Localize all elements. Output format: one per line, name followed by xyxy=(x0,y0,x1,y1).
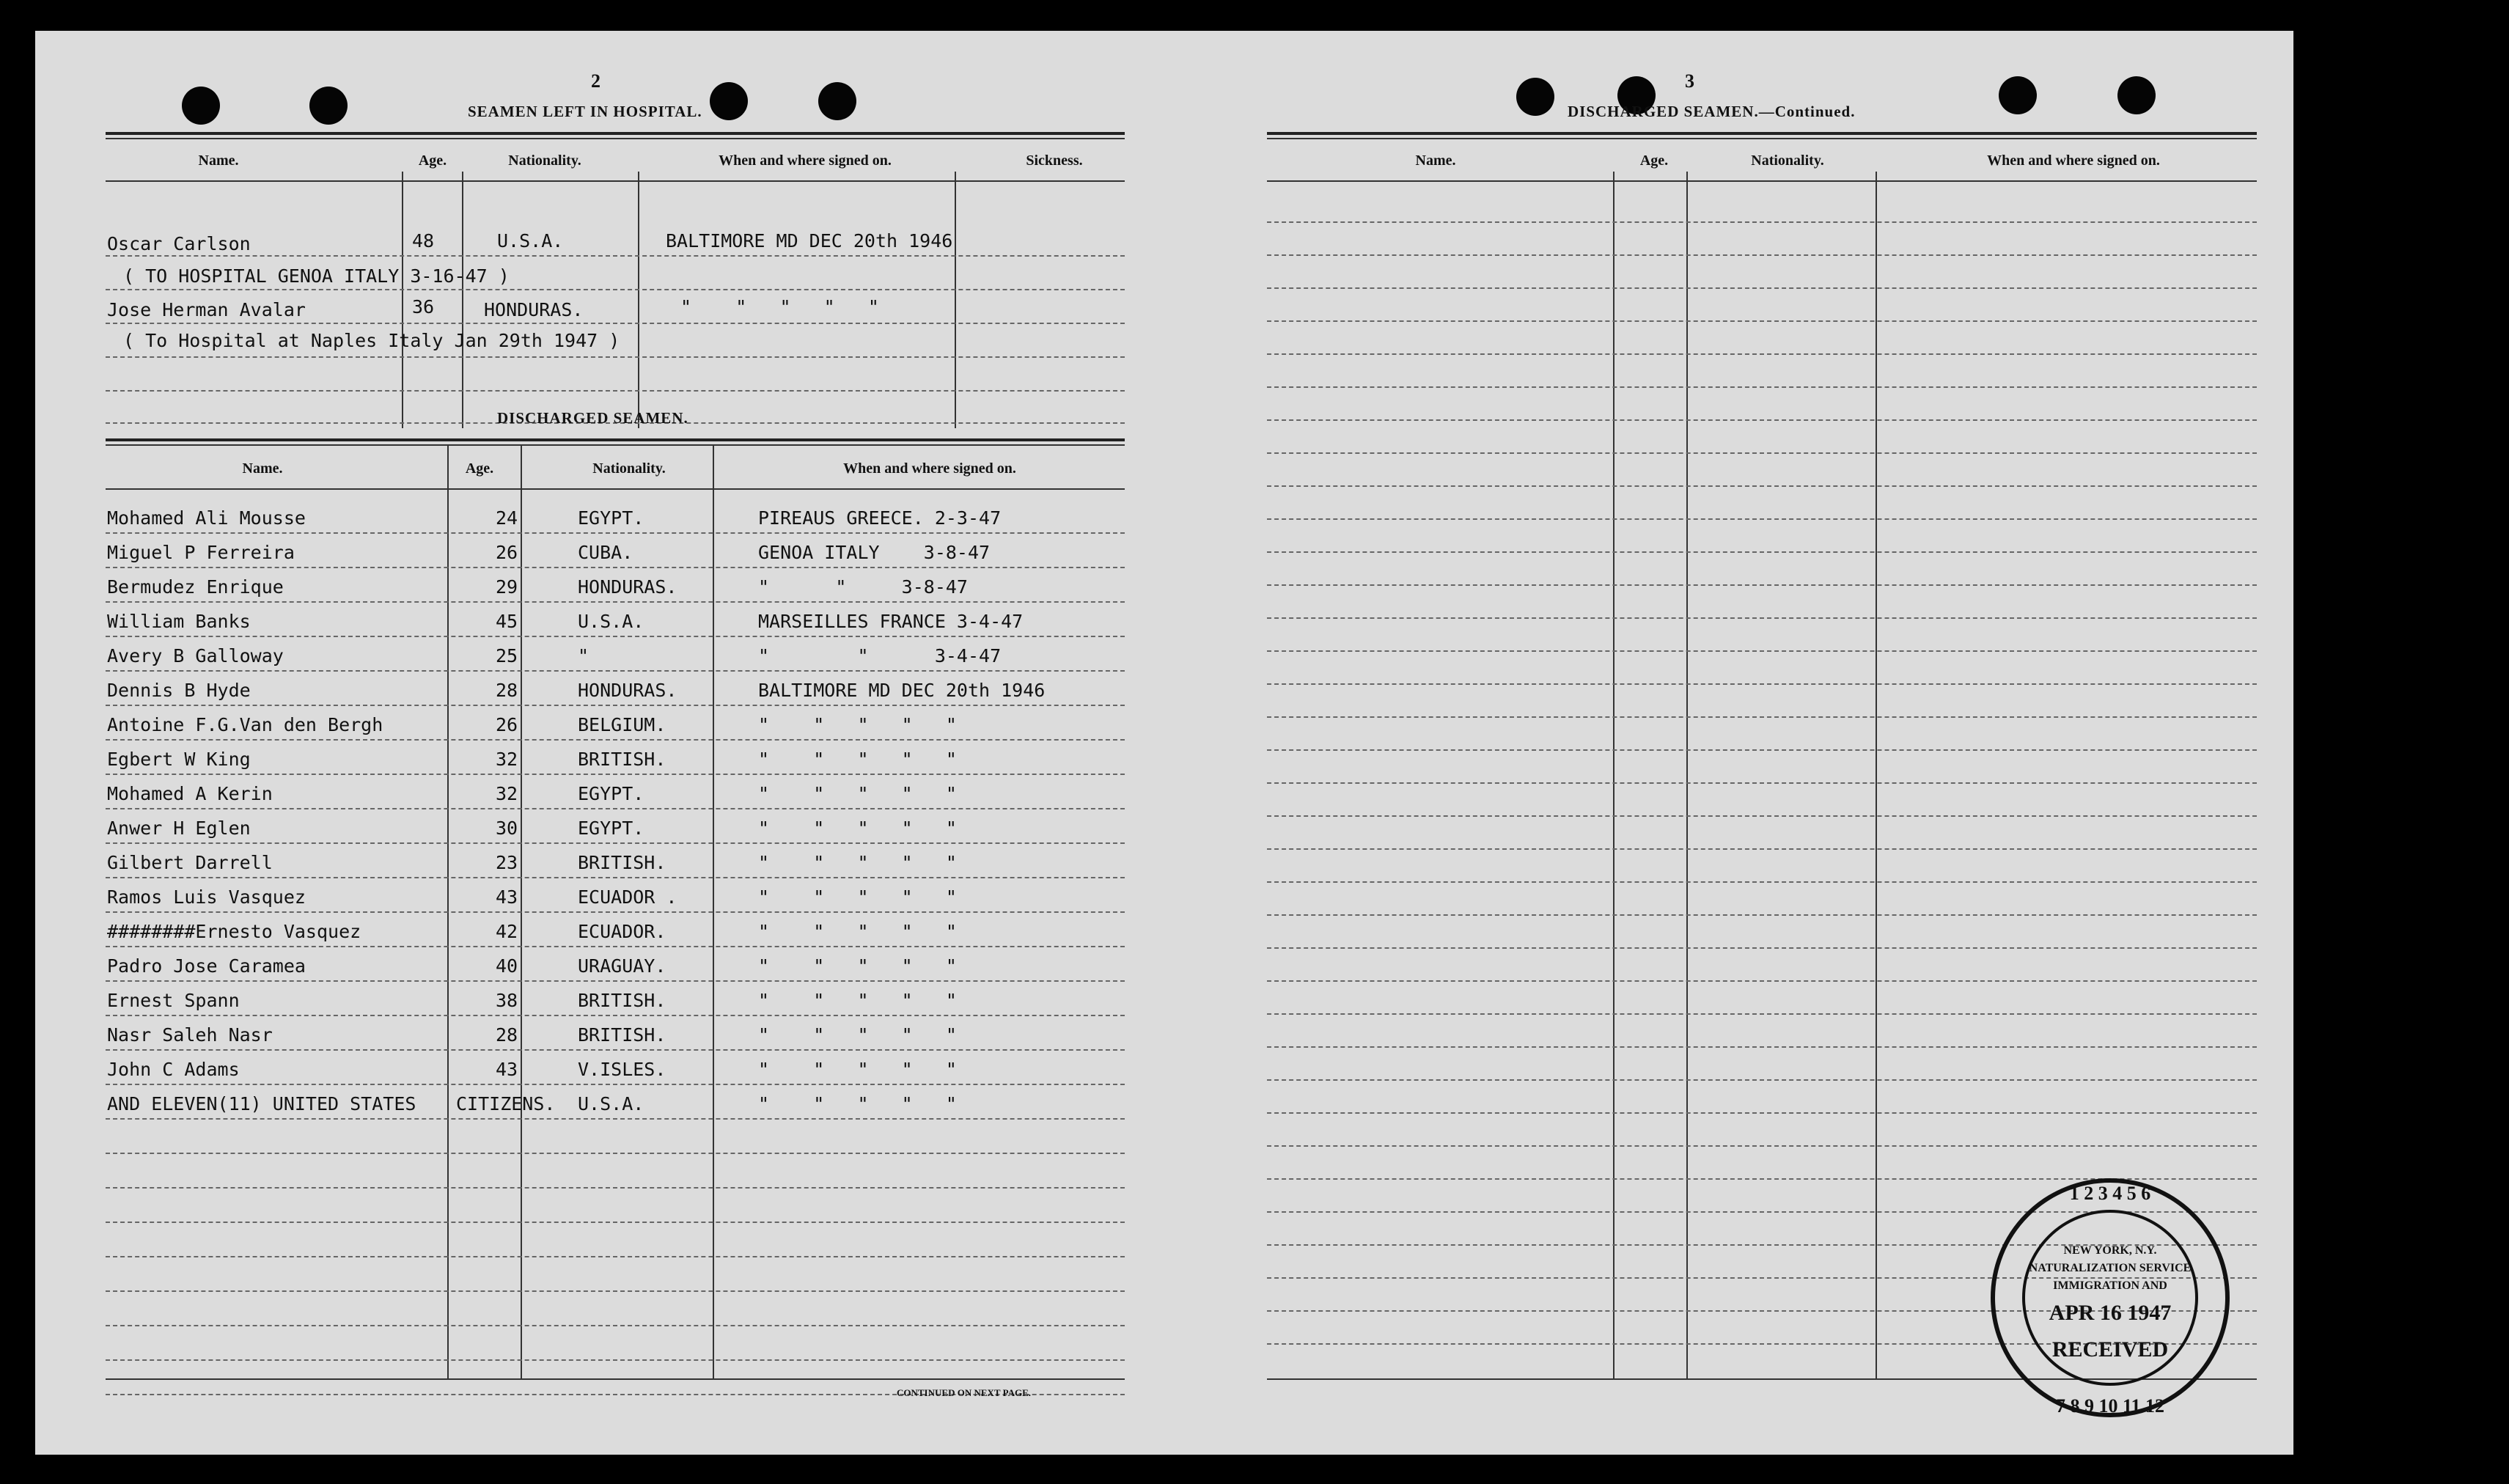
row-line xyxy=(1267,683,2257,685)
discharged-nationality: BRITISH. xyxy=(578,990,666,1011)
row-line xyxy=(106,1084,1125,1085)
row-line xyxy=(1267,749,2257,751)
discharged-nationality: EGYPT. xyxy=(578,783,644,804)
row-line xyxy=(106,1290,1125,1292)
stamp-line: IMMIGRATION AND xyxy=(2053,1279,2167,1292)
row-line xyxy=(106,567,1125,568)
discharged-nationality: BRITISH. xyxy=(578,1024,666,1046)
row-line xyxy=(106,601,1125,603)
col-header-age: Age. xyxy=(465,460,494,477)
row-line xyxy=(106,877,1125,878)
discharged-signed-on: MARSEILLES FRANCE 3-4-47 xyxy=(758,611,1024,632)
discharged-signed-on: GENOA ITALY 3-8-47 xyxy=(758,542,991,563)
col-header-signed-on: When and where signed on. xyxy=(843,460,1016,477)
row-line xyxy=(1267,386,2257,388)
discharged-age: 43 xyxy=(496,1059,518,1080)
col-header-signed-on: When and where signed on. xyxy=(719,153,892,169)
discharged-age: 45 xyxy=(496,611,518,632)
discharged-age: 38 xyxy=(496,990,518,1011)
row-line xyxy=(1267,485,2257,487)
discharged-age: 30 xyxy=(496,818,518,839)
col-header-sickness: Sickness. xyxy=(1026,153,1083,169)
discharged-nationality: EGYPT. xyxy=(578,818,644,839)
row-line xyxy=(106,532,1125,534)
discharged-age: 26 xyxy=(496,542,518,563)
discharged-signed-on: " " " " " xyxy=(758,1024,957,1046)
discharged-age: 29 xyxy=(496,576,518,598)
row-line xyxy=(1267,1013,2257,1015)
discharged-signed-on: " " " " " xyxy=(758,921,957,942)
hospital-nationality: HONDURAS. xyxy=(484,299,584,320)
row-line xyxy=(1267,287,2257,289)
discharged-age: 43 xyxy=(496,886,518,908)
discharged-name: Anwer H Eglen xyxy=(107,818,251,839)
punch-hole xyxy=(182,87,220,125)
discharged-nationality: BELGIUM. xyxy=(578,714,666,735)
row-line xyxy=(106,808,1125,809)
row-line xyxy=(1267,617,2257,619)
row-line xyxy=(1267,980,2257,982)
row-line xyxy=(106,670,1125,672)
col-header-age: Age. xyxy=(418,153,447,169)
col-header-nationality: Nationality. xyxy=(1751,153,1824,169)
row-line xyxy=(1267,947,2257,949)
discharged-signed-on: " " " " " xyxy=(758,955,957,977)
row-line xyxy=(1267,1046,2257,1048)
row-line xyxy=(1267,1112,2257,1114)
discharged-age: 23 xyxy=(496,852,518,873)
row-line xyxy=(106,356,1125,358)
stamp-date: APR 16 1947 xyxy=(2049,1301,2172,1325)
discharged-nationality: CUBA. xyxy=(578,542,633,563)
discharged-signed-on: " " " " " xyxy=(758,1059,957,1080)
discharged-name: Ernest Spann xyxy=(107,990,240,1011)
column-divider xyxy=(1613,172,1614,1378)
header-rule xyxy=(106,488,1125,490)
discharged-age: 28 xyxy=(496,1024,518,1046)
discharged-signed-on: " " " " " xyxy=(758,749,957,770)
discharged-name: Mohamed A Kerin xyxy=(107,783,273,804)
punch-hole xyxy=(1999,76,2037,114)
hospital-signed-on: " " " " " xyxy=(680,296,879,317)
row-line xyxy=(106,1359,1125,1361)
row-line xyxy=(1267,848,2257,850)
discharged-signed-on: " " " " " xyxy=(758,990,957,1011)
header-rule xyxy=(106,138,1125,139)
col-header-nationality: Nationality. xyxy=(592,460,666,477)
row-line xyxy=(1267,551,2257,553)
discharged-signed-on: " " " " " xyxy=(758,714,957,735)
discharged-signed-on: " " " " " xyxy=(758,783,957,804)
discharged-name: Dennis B Hyde xyxy=(107,680,251,701)
hospital-section-title: SEAMEN LEFT IN HOSPITAL. xyxy=(468,103,702,120)
page-number: 2 xyxy=(591,70,600,92)
discharged-nationality: U.S.A. xyxy=(578,1093,644,1114)
row-line xyxy=(106,1325,1125,1326)
discharged-name: Miguel P Ferreira xyxy=(107,542,295,563)
discharged-age: 42 xyxy=(496,921,518,942)
col-header-nationality: Nationality. xyxy=(508,153,581,169)
discharged-nationality: ECUADOR . xyxy=(578,886,677,908)
col-header-signed-on: When and where signed on. xyxy=(1987,153,2160,169)
row-line xyxy=(106,1049,1125,1051)
row-line xyxy=(1267,716,2257,718)
header-rule xyxy=(106,180,1125,182)
discharged-name: Avery B Galloway xyxy=(107,645,284,666)
row-line xyxy=(106,636,1125,637)
row-line xyxy=(1267,584,2257,586)
svg-text:1 2 3 4 5 6: 1 2 3 4 5 6 xyxy=(2069,1183,2151,1204)
row-line xyxy=(1267,353,2257,355)
discharged-signed-on: BALTIMORE MD DEC 20th 1946 xyxy=(758,680,1046,701)
row-line xyxy=(1267,881,2257,883)
punch-hole xyxy=(818,82,856,120)
discharged-age: 32 xyxy=(496,749,518,770)
discharged-signed-on: " " " " " xyxy=(758,852,957,873)
hospital-note: ( TO HOSPITAL GENOA ITALY 3-16-47 ) xyxy=(123,265,510,287)
row-line xyxy=(106,1256,1125,1257)
continued-note: CONTINUED ON NEXT PAGE. xyxy=(897,1387,1031,1398)
punch-hole xyxy=(710,82,748,120)
hospital-name: Jose Herman Avalar xyxy=(107,299,306,320)
hospital-age: 36 xyxy=(412,296,435,317)
row-line xyxy=(106,739,1125,741)
row-line xyxy=(1267,815,2257,817)
row-line xyxy=(106,390,1125,392)
hospital-age: 48 xyxy=(412,230,435,251)
discharged-nationality: BRITISH. xyxy=(578,852,666,873)
row-line xyxy=(106,1118,1125,1120)
row-line xyxy=(1267,782,2257,784)
discharged-signed-on: " " 3-8-47 xyxy=(758,576,968,598)
row-line xyxy=(106,946,1125,947)
row-line xyxy=(1267,419,2257,421)
row-line xyxy=(1267,452,2257,454)
row-line xyxy=(1267,1145,2257,1147)
page-number: 3 xyxy=(1685,70,1694,92)
discharged-name: ########Ernesto Vasquez xyxy=(107,921,361,942)
header-rule xyxy=(106,444,1125,446)
discharged-name: William Banks xyxy=(107,611,251,632)
row-line xyxy=(106,323,1125,324)
discharged-signed-on: PIREAUS GREECE. 2-3-47 xyxy=(758,507,1002,529)
discharged-nationality: HONDURAS. xyxy=(578,576,677,598)
discharged-signed-on: " " " " " xyxy=(758,818,957,839)
header-rule xyxy=(1267,132,2257,135)
row-line xyxy=(1267,650,2257,652)
col-header-name: Name. xyxy=(198,153,239,169)
discharged-name: Ramos Luis Vasquez xyxy=(107,886,306,908)
hospital-name: Oscar Carlson xyxy=(107,233,251,254)
row-line xyxy=(1267,914,2257,916)
col-header-age: Age. xyxy=(1639,153,1669,169)
svg-text:7 8 9 10 11 12: 7 8 9 10 11 12 xyxy=(2055,1395,2165,1417)
received-stamp xyxy=(1985,1173,2235,1422)
discharged-name: Mohamed Ali Mousse xyxy=(107,507,306,529)
row-line xyxy=(106,289,1125,290)
row-line xyxy=(106,980,1125,982)
header-rule xyxy=(1267,180,2257,182)
discharged-nationality: V.ISLES. xyxy=(578,1059,666,1080)
discharged-name: Gilbert Darrell xyxy=(107,852,273,873)
discharged-nationality: " xyxy=(578,645,589,666)
row-line xyxy=(106,1222,1125,1223)
col-header-name: Name. xyxy=(1415,153,1456,169)
discharged-age: CITIZENS. xyxy=(456,1093,556,1114)
hospital-signed-on: BALTIMORE MD DEC 20th 1946 xyxy=(666,230,953,251)
discharged-signed-on: " " 3-4-47 xyxy=(758,645,1002,666)
row-line xyxy=(106,1153,1125,1154)
left-page xyxy=(35,31,1164,1455)
discharged-nationality: EGYPT. xyxy=(578,507,644,529)
row-line xyxy=(1267,254,2257,256)
discharged-age: 40 xyxy=(496,955,518,977)
header-rule xyxy=(106,132,1125,135)
row-line xyxy=(106,1187,1125,1189)
row-line xyxy=(1267,320,2257,322)
discharged-nationality: URAGUAY. xyxy=(578,955,666,977)
row-line xyxy=(106,911,1125,913)
discharged-name: Egbert W King xyxy=(107,749,251,770)
discharged-age: 28 xyxy=(496,680,518,701)
discharged-name: Padro Jose Caramea xyxy=(107,955,306,977)
header-rule xyxy=(1267,138,2257,139)
row-line xyxy=(1267,518,2257,520)
punch-hole xyxy=(309,87,348,125)
discharged-name: Nasr Saleh Nasr xyxy=(107,1024,273,1046)
column-divider xyxy=(1686,172,1688,1378)
column-divider xyxy=(1876,172,1877,1378)
row-line xyxy=(1267,1079,2257,1081)
discharged-age: 24 xyxy=(496,507,518,529)
discharged-age: 25 xyxy=(496,645,518,666)
discharged-nationality: BRITISH. xyxy=(578,749,666,770)
row-line xyxy=(1267,221,2257,223)
discharged-name: John C Adams xyxy=(107,1059,240,1080)
discharged-nationality: ECUADOR. xyxy=(578,921,666,942)
discharged-age: 26 xyxy=(496,714,518,735)
row-line xyxy=(106,1015,1125,1016)
document-sheet xyxy=(35,31,2293,1455)
discharged-name: Bermudez Enrique xyxy=(107,576,284,598)
header-rule xyxy=(106,438,1125,441)
stamp-received: RECEIVED xyxy=(2051,1337,2169,1362)
discharged-signed-on: " " " " " xyxy=(758,1093,957,1114)
hospital-note: ( To Hospital at Naples Italy Jan 29th 1947 ) xyxy=(123,330,620,351)
row-line xyxy=(106,255,1125,257)
discharged-age: 32 xyxy=(496,783,518,804)
discharged-name: Antoine F.G.Van den Bergh xyxy=(107,714,383,735)
col-header-name: Name. xyxy=(242,460,283,477)
hospital-nationality: U.S.A. xyxy=(497,230,564,251)
discharged-name: AND ELEVEN(11) UNITED STATES xyxy=(107,1093,416,1114)
right-section-title: DISCHARGED SEAMEN.—Continued. xyxy=(1568,103,1856,120)
punch-hole xyxy=(1516,78,1554,116)
punch-hole xyxy=(2117,76,2156,114)
stamp-line: NATURALIZATION SERVICE xyxy=(2029,1262,2192,1274)
row-line xyxy=(106,774,1125,775)
discharged-signed-on: " " " " " xyxy=(758,886,957,908)
row-line xyxy=(106,705,1125,706)
discharged-section-title: DISCHARGED SEAMEN. xyxy=(497,409,688,427)
discharged-nationality: HONDURAS. xyxy=(578,680,677,701)
stamp-line: NEW YORK, N.Y. xyxy=(2063,1244,2157,1257)
bottom-rule xyxy=(106,1378,1125,1380)
discharged-nationality: U.S.A. xyxy=(578,611,644,632)
row-line xyxy=(106,842,1125,844)
